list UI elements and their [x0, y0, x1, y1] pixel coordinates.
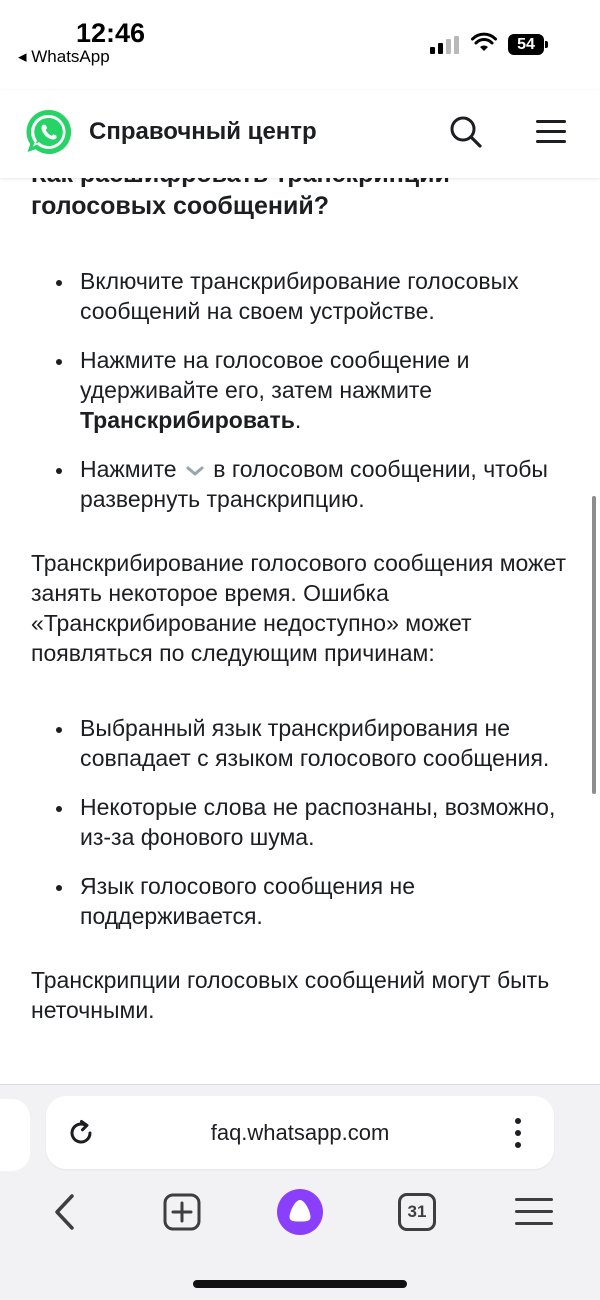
site-header: [0, 90, 600, 178]
hamburger-menu-icon[interactable]: [533, 114, 569, 150]
article-heading: голосовых сообщений?: [31, 192, 329, 220]
alice-assistant-icon[interactable]: [276, 1188, 324, 1236]
list-item: [31, 345, 571, 435]
status-time: 12:46: [76, 18, 146, 48]
step-2-bold-text: Транскрибировать: [80, 407, 295, 433]
step-3-text-end: в голосовом сообщении, чтобы развернуть транскрипцию.: [80, 456, 548, 512]
step-3-text: Нажмите: [80, 456, 177, 482]
battery-icon: [508, 34, 544, 55]
list-item: [31, 454, 571, 514]
status-bar: [0, 0, 600, 90]
step-1-text: Включите транскрибирование голосовых сообщений на своем устройстве.: [80, 268, 519, 324]
new-tab-icon[interactable]: [163, 1193, 201, 1231]
reload-icon[interactable]: [66, 1118, 96, 1148]
more-options-icon[interactable]: [508, 1116, 528, 1150]
battery-nub: [545, 41, 548, 48]
wifi-icon: [471, 33, 497, 53]
tab-switcher-button[interactable]: 31: [398, 1193, 436, 1231]
home-indicator[interactable]: [193, 1280, 407, 1288]
url-text[interactable]: faq.whatsapp.com: [210, 1120, 390, 1145]
article-content: [0, 178, 600, 1084]
address-bar[interactable]: [46, 1096, 554, 1169]
back-arrow-icon[interactable]: [48, 1188, 82, 1236]
list-item: Некоторые слова не распознаны, возможно, из-за фонового шума.: [31, 792, 571, 852]
battery-level: 54: [517, 36, 535, 53]
whatsapp-logo-icon[interactable]: [24, 107, 74, 157]
list-item: Выбранный язык транскрибирования не совпадает с языком голосового сообщения.: [31, 713, 571, 773]
back-to-app-link[interactable]: ◂ WhatsApp: [18, 47, 110, 66]
paragraph: Транскрибирование голосового сообщения может занять некоторое время. Ошибка «Транскрибирование недоступно» может появляться по следующим причинам:: [31, 550, 566, 666]
page-title[interactable]: Справочный центр: [89, 118, 317, 145]
chevron-down-icon: [185, 464, 205, 478]
list-item: Язык голосового сообщения не поддерживается.: [31, 871, 571, 931]
steps-list: [31, 266, 571, 514]
scrollbar[interactable]: [592, 496, 596, 794]
step-2-text-end: .: [294, 407, 302, 433]
browser-menu-icon[interactable]: [515, 1197, 553, 1227]
step-2-text: Нажмите на голосовое сообщение и удерживайте его, затем нажмите: [80, 347, 470, 403]
paragraph: Транскрипции голосовых сообщений могут быть неточными.: [31, 967, 550, 1023]
previous-tab-preview[interactable]: [0, 1099, 30, 1171]
cellular-signal-icon: [430, 36, 462, 54]
list-item: [31, 266, 571, 326]
search-icon[interactable]: [446, 112, 486, 152]
reasons-list: [31, 713, 571, 931]
